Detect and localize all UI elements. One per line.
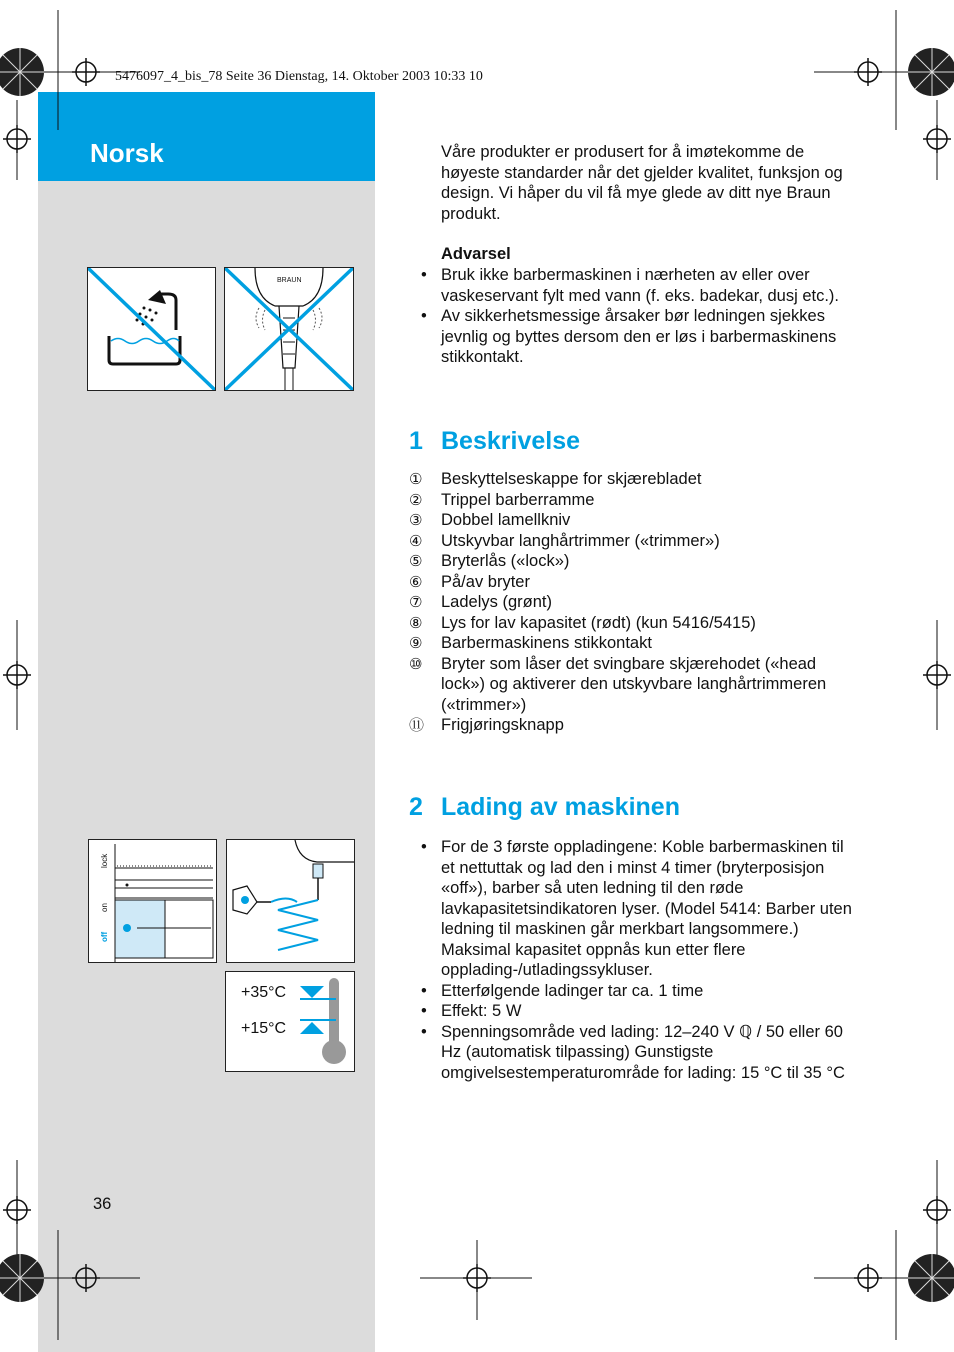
language-title: Norsk <box>90 138 164 168</box>
list-item <box>409 654 841 716</box>
warning-list <box>421 265 861 368</box>
part-number: ⑪ <box>409 716 425 734</box>
parts-list <box>409 469 841 736</box>
part-number: ⑥ <box>409 572 423 591</box>
section-number: 1 <box>409 427 423 455</box>
list-item <box>421 981 861 1002</box>
figure-switch-positions <box>88 839 217 963</box>
part-number: ⑤ <box>409 552 423 570</box>
list-item <box>409 510 841 531</box>
charging-item: Etterfølgende ladinger tar ca. 1 time <box>441 981 704 1000</box>
part-number: ③ <box>409 511 423 529</box>
figure-temperature-range <box>225 971 355 1072</box>
part-number: ④ <box>409 531 423 550</box>
figure-no-water-shaver <box>224 267 354 391</box>
part-label: Bryter som låser det svingbare skjærehodet («head lock») og aktiverer den utskyvbare langhårtrimmeren («trimmer») <box>441 654 827 714</box>
bullet-icon: • <box>421 307 427 325</box>
charging-cable-diagram <box>227 840 354 962</box>
temp-low-label: +15°C <box>241 1020 287 1037</box>
charging-item: Spenningsområde ved lading: 12–240 V ℚ / 50 eller 60 Hz (automatisk tilpassing) Gunstigste omgivelsestemperaturområde for lading: 15 °C til 35 °C <box>441 1022 845 1082</box>
charging-item: For de 3 første oppladingene: Koble barbermaskinen til et nettuttak og lad den i minst 4 timer (bryterposisjon «off»), barber så uten ledning til den røde lavkapasitetsindikatoren lyser. (Model 5414: Barber uten ledning til maskinen går merkbart langsommere.) Maksimal kapasitet oppnås kun etter flere opplading-/utladingssykluser. <box>441 838 852 979</box>
list-item <box>409 469 841 490</box>
figure-charging-cable <box>226 839 355 963</box>
switch-on-label: on <box>100 903 109 912</box>
switch-off-label: off <box>100 931 109 942</box>
bullet-icon: • <box>421 266 427 284</box>
list-item <box>409 531 841 552</box>
shaver-water-warning-icon <box>225 268 353 390</box>
section-1-heading <box>409 427 580 456</box>
part-number: ② <box>409 490 423 509</box>
intro-paragraph <box>441 142 861 224</box>
list-item <box>421 1022 861 1084</box>
list-item <box>409 551 841 572</box>
charging-list <box>421 837 861 1083</box>
section-title: Lading av maskinen <box>441 793 680 821</box>
print-header: 5476097_4_bis_78 Seite 36 Dienstag, 14. Oktober 2003 10:33 10 <box>115 69 483 84</box>
part-label: På/av bryter <box>441 572 530 591</box>
warning-item: Av sikkerhetsmessige årsaker bør ledningen sjekkes jevnlig og byttes dersom den er løs i barbermaskinens stikkontakt. <box>441 307 837 366</box>
list-item <box>421 837 861 981</box>
section-number: 2 <box>409 793 423 821</box>
bullet-icon: • <box>421 838 427 856</box>
part-label: Dobbel lamellkniv <box>441 511 571 529</box>
charging-item: Effekt: 5 W <box>441 1002 522 1020</box>
list-item <box>409 715 841 736</box>
part-label: Barbermaskinens stikkontakt <box>441 634 652 652</box>
list-item <box>409 572 841 593</box>
page-number: 36 <box>93 1195 112 1213</box>
part-number: ⑦ <box>409 593 423 611</box>
bullet-icon: • <box>421 1002 427 1020</box>
part-label: Trippel barberramme <box>441 490 595 509</box>
part-label: Frigjøringsknapp <box>441 716 564 734</box>
bathtub-warning-icon <box>88 268 215 390</box>
intro-text: Våre produkter er produsert for å imøtekomme de høyeste standarder når det gjelder kvalitet, funksjon og design. Vi håper du vil få mye glede av ditt nye Braun produkt. <box>441 143 843 223</box>
figure-no-bathtub <box>87 267 216 391</box>
part-label: Beskyttelseskappe for skjærebladet <box>441 470 702 488</box>
brand-label: BRAUN <box>277 277 302 284</box>
part-label: Ladelys (grønt) <box>441 593 552 611</box>
temp-high-label: +35°C <box>241 984 287 1001</box>
bullet-icon: • <box>421 1022 427 1041</box>
list-item <box>421 265 861 306</box>
thermometer-icon <box>226 972 354 1071</box>
list-item <box>421 1001 861 1022</box>
part-label: Utskyvbar langhårtrimmer («trimmer») <box>441 531 720 550</box>
warning-item: Bruk ikke barbermaskinen i nærheten av eller over vaskeservant fylt med vann (f. eks. badekar, dusj etc.). <box>441 266 840 305</box>
part-number: ① <box>409 470 423 488</box>
list-item <box>409 490 841 511</box>
switch-lock-label: lock <box>100 853 109 868</box>
list-item <box>409 633 841 654</box>
part-number: ⑩ <box>409 654 423 673</box>
section-title: Beskrivelse <box>441 427 581 455</box>
section-2-heading <box>409 793 680 822</box>
part-number: ⑧ <box>409 613 423 632</box>
part-label: Bryterlås («lock») <box>441 552 570 570</box>
bullet-icon: • <box>421 981 427 1000</box>
part-label: Lys for lav kapasitet (rødt) (kun 5416/5415) <box>441 613 756 632</box>
warning-title: Advarsel <box>441 245 511 263</box>
part-number: ⑨ <box>409 634 423 652</box>
list-item <box>421 306 861 368</box>
list-item <box>409 613 841 634</box>
list-item <box>409 592 841 613</box>
switch-diagram <box>89 840 216 962</box>
